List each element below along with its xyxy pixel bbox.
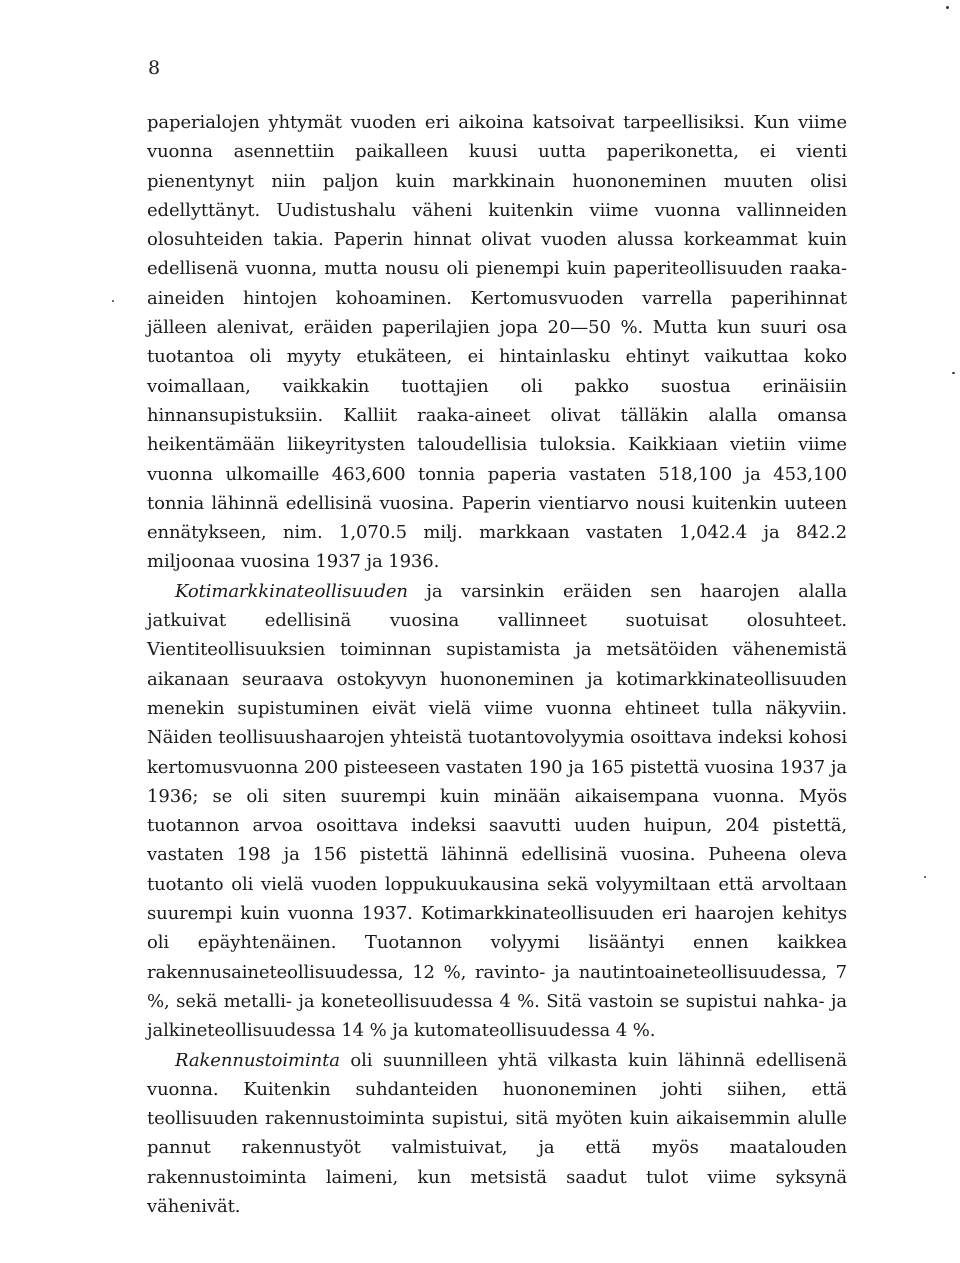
paragraph-text: ja varsinkin eräiden sen haarojen alalla jatkuivat edellisinä vuosina vallinneet suotuisat olosuhteet. Vientiteollisuuksien toiminnan supistamista ja metsätöiden vähenemistä aikanaan seuraava ostokyvyn huononeminen ja kotimarkkinateollisuuden menekin supistuminen eivät vielä viime vuonna ehtineet tulla näkyviin. Näiden teollisuushaarojen yhteistä tuotantovolyymia osoittava indeksi kohosi kertomusvuonna 200 pisteeseen vastaten 190 ja 165 pistettä vuosina 1937 ja 1936; se oli siten suurempi kuin minään aikaisempana vuonna. Myös tuotannon arvoa osoittava indeksi saavutti uuden huipun, 204 pistettä, vastaten 198 ja 156 pistettä lähinnä edellisinä vuosina. Puheena oleva tuotanto oli vielä vuoden loppukuukausina sekä volyymiltaan että arvoltaan suurempi kuin vuonna 1937. Kotimarkkinateollisuuden eri haarojen kehitys oli epäyhtenäinen. Tuotannon volyymi lisääntyi ennen kaikkea rakennusaineteollisuudessa, 12 %, ravinto- ja nautintoaineteollisuudessa, 7 %, sekä metalli- ja koneteollisuudessa 4 %. Sitä vastoin se supistui nahka- ja jalkineteollisuudessa 14 % ja kutomateollisuudessa 4 %.	[147, 580, 847, 1042]
paragraph-lead: Kotimarkkinateollisuuden	[175, 580, 408, 602]
scan-speck	[946, 6, 949, 9]
body-text	[147, 108, 847, 1221]
scan-speck	[952, 372, 955, 374]
scan-speck	[924, 876, 926, 878]
paragraph-paper-industry	[147, 108, 847, 577]
page-number: 8	[148, 57, 161, 79]
paragraph-construction	[147, 1046, 847, 1222]
paragraph-text: oli suunnilleen yhtä vilkasta kuin lähinnä edellisenä vuonna. Kuitenkin suhdanteiden huononeminen johti siihen, että teollisuuden rakennustoiminta supistui, sitä myöten kuin aikaisemmin alulle pannut rakennustyöt valmistuivat, ja että myös maatalouden rakennustoiminta laimeni, kun metsistä saadut tulot viime syksynä vähenivät.	[147, 1049, 847, 1217]
paragraph-domestic-industry	[147, 577, 847, 1046]
scan-speck	[112, 300, 114, 302]
paragraph-lead: Rakennustoiminta	[175, 1049, 340, 1071]
paragraph-text: paperialojen yhtymät vuoden eri aikoina katsoivat tarpeellisiksi. Kun viime vuonna asennettiin paikalleen kuusi uutta paperikonetta, ei vienti pienentynyt niin paljon kuin markkinain huononeminen muuten olisi edellyttänyt. Uudistushalu väheni kuitenkin viime vuonna vallinneiden olosuhteiden takia. Paperin hinnat olivat vuoden alussa korkeammat kuin edellisenä vuonna, mutta nousu oli pienempi kuin paperiteollisuuden raaka-aineiden hintojen kohoaminen. Kertomusvuoden varrella paperihinnat jälleen alenivat, eräiden paperilajien jopa 20—50 %. Mutta kun suuri osa tuotantoa oli myyty etukäteen, ei hintainlasku ehtinyt vaikuttaa koko voimallaan, vaikkakin tuottajien oli pakko suostua erinäisiin hinnansupistuksiin. Kalliit raaka-aineet olivat tälläkin alalla omansa heikentämään liikeyritysten taloudellisia tuloksia. Kaikkiaan vietiin viime vuonna ulkomaille 463,600 tonnia paperia vastaten 518,100 ja 453,100 tonnia lähinnä edellisinä vuosina. Paperin vientiarvo nousi kuitenkin uuteen ennätykseen, nim. 1,070.5 milj. markkaan vastaten 1,042.4 ja 842.2 miljoonaa vuosina 1937 ja 1936.	[147, 112, 847, 573]
